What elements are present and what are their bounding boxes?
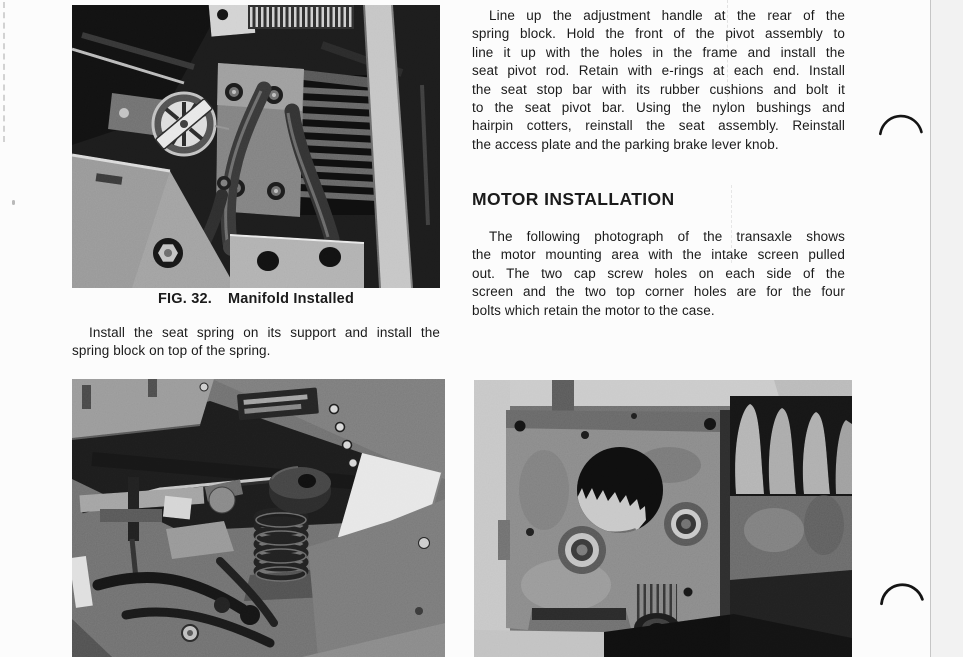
paragraph-line: spring block. Hold the front of the pivot assembly to xyxy=(472,26,845,42)
binding-dot xyxy=(12,200,15,205)
paragraph-line: The following photograph of the transaxle shows xyxy=(489,229,845,244)
figure-caption-label: FIG. 32. xyxy=(157,291,212,307)
paragraph-line: hairpin cotters, reinstall the seat assembly. Reinstall xyxy=(472,118,845,134)
page-curl-mark xyxy=(875,101,929,142)
paragraph-line: Install the seat spring on its support and install the xyxy=(89,325,440,340)
paragraph-line: out. The two cap screw holes on each side of the xyxy=(472,265,845,281)
right-column-paragraph-1 xyxy=(472,7,845,154)
paragraph-line: line it up with the holes in the frame and install the xyxy=(472,44,845,60)
figure-caption xyxy=(72,291,440,307)
paragraph-line: bolts which retain the motor to the case. xyxy=(472,302,715,318)
paragraph-line: to the seat pivot bar. Using the nylon bushings and xyxy=(472,100,845,116)
paragraph-line: the access plate and the parking brake lever knob. xyxy=(472,136,779,152)
paragraph-line: seat pivot rod. Retain with e-rings at each end. Install xyxy=(472,63,845,79)
page-edge-strip xyxy=(930,0,963,657)
left-column-paragraph xyxy=(72,324,440,361)
right-column-paragraph-2 xyxy=(472,228,845,320)
transaxle-motor-mount-photo xyxy=(474,380,852,657)
paragraph-line: the motor mounting area with the intake screen pulled xyxy=(472,247,845,263)
binding-mark xyxy=(3,2,5,142)
figure-caption-title: Manifold Installed xyxy=(227,291,355,307)
paragraph-line: Line up the adjustment handle at the rear of the xyxy=(489,8,845,23)
paragraph-line: screen and the two top corner holes are for the four xyxy=(472,284,845,300)
paragraph-line: the seat stop bar with its rubber cushions and bolt it xyxy=(472,81,845,97)
paragraph-line: spring block on top of the spring. xyxy=(72,343,271,359)
figure-32-manifold-photo xyxy=(72,5,440,288)
page-curl-mark xyxy=(875,569,928,609)
section-heading-motor-installation: MOTOR INSTALLATION xyxy=(472,189,675,209)
seat-spring-photo xyxy=(72,379,445,657)
